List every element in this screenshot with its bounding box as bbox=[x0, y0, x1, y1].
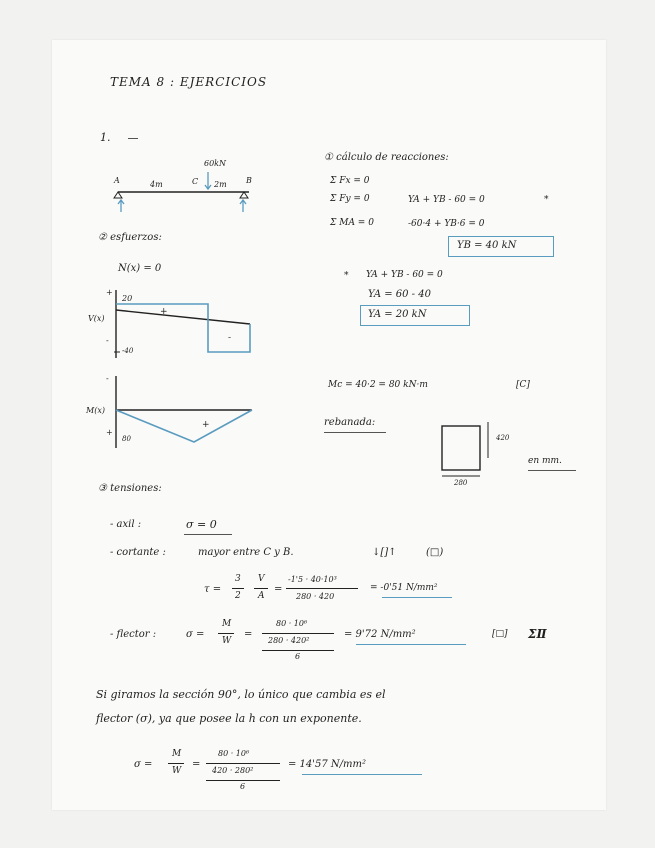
section-width: 280 bbox=[454, 479, 468, 487]
tau-result-underline bbox=[382, 597, 452, 598]
sigma-lhs: σ = bbox=[186, 629, 205, 640]
sigma-den-2: 280 · 420² bbox=[268, 636, 310, 645]
span-cb-label: 2m bbox=[214, 180, 227, 189]
eq-ma-label: Σ MA = 0 bbox=[330, 218, 374, 228]
axial-stress-label: - axil : bbox=[110, 519, 142, 530]
tau-equals: = bbox=[274, 584, 283, 595]
ya-calc: YA = 60 - 40 bbox=[368, 289, 431, 300]
moment-plus-sign: + bbox=[106, 428, 113, 437]
tau-fracbar-3 bbox=[286, 588, 358, 589]
node-b-label: B bbox=[246, 176, 252, 185]
shear-stress-label: - cortante : bbox=[110, 547, 166, 558]
sigma-fracbar-1 bbox=[218, 633, 234, 634]
rotation-equals-1: = bbox=[192, 759, 201, 770]
star-marker-2: * bbox=[344, 271, 349, 281]
moment-minus-sign: - bbox=[106, 374, 109, 383]
star-marker: * bbox=[544, 195, 549, 205]
span-ac-label: 4m bbox=[150, 180, 163, 189]
rotation-den-2: 420 · 280² bbox=[212, 766, 254, 775]
node-a-label: A bbox=[114, 176, 120, 185]
exercise-number: 1. bbox=[100, 131, 111, 144]
mc-note: [C] bbox=[516, 380, 530, 390]
rotation-result: = 14'57 N/mm² bbox=[288, 759, 367, 770]
reactions-heading: ① cálculo de reacciones: bbox=[324, 152, 449, 163]
axial-effort: N(x) = 0 bbox=[118, 263, 162, 274]
ya-result: YA = 20 kN bbox=[368, 309, 427, 320]
moment-axis-label: M(x) bbox=[86, 406, 105, 415]
shear-stress-text: mayor entre C y B. bbox=[198, 547, 294, 558]
sigma-fracbar-2 bbox=[262, 633, 334, 634]
rotation-fracbar-2 bbox=[206, 763, 280, 764]
rotation-num-2: 80 · 10⁶ bbox=[218, 749, 250, 758]
tau-num-2: V bbox=[258, 574, 265, 584]
eq-fy: YA + YB - 60 = 0 bbox=[408, 195, 485, 205]
sigma-den-2b: 6 bbox=[295, 652, 301, 661]
stresses-heading: ③ tensiones: bbox=[98, 483, 162, 494]
rotation-fracbar-1 bbox=[168, 763, 184, 764]
shear-top-value: 20 bbox=[122, 294, 133, 303]
shear-axis-label: V(x) bbox=[88, 314, 105, 323]
eq-fy-label: Σ Fy = 0 bbox=[330, 194, 370, 204]
sigma-num-2: 80 · 10⁶ bbox=[276, 619, 308, 628]
axial-stress-underline bbox=[184, 534, 232, 535]
shear-positive-region: + bbox=[160, 307, 168, 317]
rotation-den-2b: 6 bbox=[240, 782, 246, 791]
sigma-fracbar-3 bbox=[262, 650, 334, 651]
rotation-sigma-lhs: σ = bbox=[134, 759, 153, 770]
section-height: 420 bbox=[496, 434, 510, 442]
yb-result: YB = 40 kN bbox=[457, 240, 517, 251]
moment-positive-region: + bbox=[202, 420, 210, 430]
bending-note: [□] bbox=[492, 629, 508, 639]
rotation-line-1: Si giramos la sección 90°, lo único que cambia es el bbox=[96, 688, 386, 701]
shear-negative-region: - bbox=[228, 333, 232, 343]
bending-label: - flector : bbox=[110, 629, 157, 640]
shear-arrows: ↓[]↑ bbox=[372, 547, 397, 558]
rotation-result-underline bbox=[302, 774, 422, 775]
rotation-den-1: W bbox=[172, 766, 182, 776]
rotation-num-1: M bbox=[172, 749, 182, 759]
efforts-heading: ② esfuerzos: bbox=[98, 232, 162, 243]
tau-result: = -0'51 N/mm² bbox=[370, 583, 438, 593]
section-label: rebanada: bbox=[324, 417, 376, 428]
sigma-equals-1: = bbox=[244, 629, 253, 640]
sigma-den-1: W bbox=[222, 636, 232, 646]
notebook-page bbox=[52, 40, 606, 810]
shear-symbol: (□) bbox=[426, 547, 444, 558]
eq-ma: -60·4 + YB·6 = 0 bbox=[408, 219, 485, 229]
axial-stress-eq: σ = 0 bbox=[186, 518, 217, 531]
tau-den-3: 280 · 420 bbox=[296, 592, 335, 601]
tau-den-1: 2 bbox=[235, 591, 241, 601]
rotation-fracbar-3 bbox=[206, 780, 280, 781]
tau-den-2: A bbox=[258, 591, 265, 601]
tau-fracbar-1 bbox=[232, 588, 244, 589]
units-note: en mm. bbox=[528, 456, 562, 466]
rotation-line-2: flector (σ), ya que posee la h con un exponente. bbox=[96, 712, 362, 725]
bending-symbol: ΣⅡ bbox=[528, 627, 547, 641]
eq-fx: Σ Fx = 0 bbox=[330, 176, 370, 186]
sigma-num-1: M bbox=[222, 619, 232, 629]
tau-num-1: 3 bbox=[235, 574, 241, 584]
beam-load-label: 60kN bbox=[204, 159, 227, 168]
mc-equation: Mc = 40·2 = 80 kN·m bbox=[328, 380, 428, 390]
node-c-label: C bbox=[192, 177, 199, 186]
sigma-result-underline bbox=[356, 644, 466, 645]
sigma-result: = 9'72 N/mm² bbox=[344, 629, 416, 640]
tau-lhs: τ = bbox=[204, 584, 222, 595]
shear-plus-sign: + bbox=[106, 288, 113, 297]
tau-fracbar-2 bbox=[254, 588, 268, 589]
units-underline bbox=[528, 470, 576, 471]
page-title: TEMA 8 : EJERCICIOS bbox=[110, 75, 268, 89]
moment-value: 80 bbox=[122, 435, 131, 443]
eq-sub: YA + YB - 60 = 0 bbox=[366, 270, 443, 280]
tau-num-3: -1'5 · 40·10³ bbox=[288, 575, 337, 584]
shear-bottom-value: -40 bbox=[122, 347, 134, 355]
shear-minus-sign: - bbox=[106, 336, 109, 345]
